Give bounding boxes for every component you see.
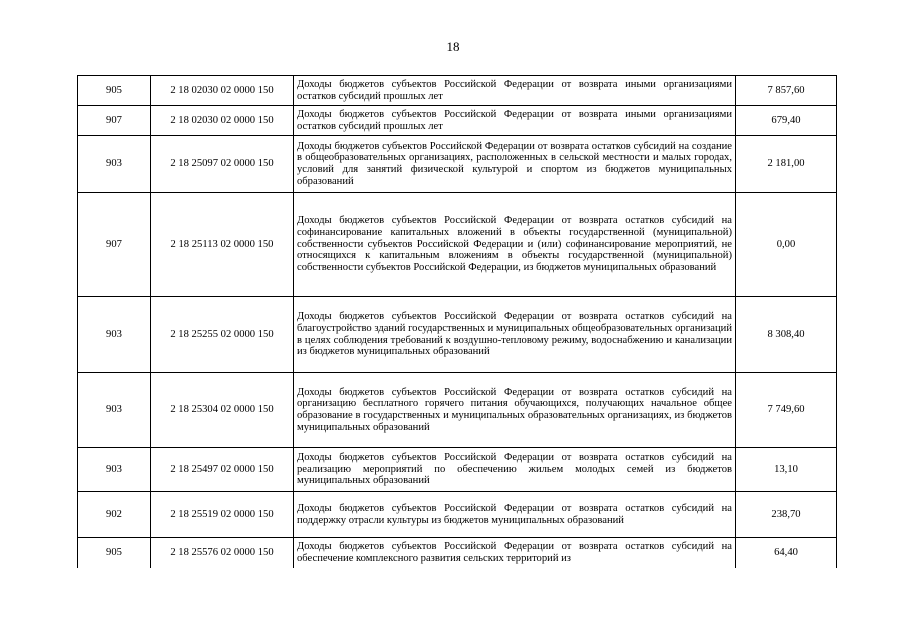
budget-code-cell: 2 18 25304 02 0000 150 [151,373,294,448]
description-cell: Доходы бюджетов субъектов Российской Федерации от возврата остатков субсидий на обеспечение комплексного развития сельских территорий из [294,538,736,568]
budget-code-cell: 2 18 25097 02 0000 150 [151,136,294,193]
table-row [78,373,837,448]
budget-code-cell: 2 18 25576 02 0000 150 [151,538,294,568]
amount-cell: 2 181,00 [736,136,837,193]
table-row [78,448,837,492]
admin-code-cell: 905 [78,538,151,568]
amount-cell: 679,40 [736,106,837,136]
description-cell: Доходы бюджетов субъектов Российской Федерации от возврата иными организациями остатков субсидий прошлых лет [294,76,736,106]
budget-code-cell: 2 18 25113 02 0000 150 [151,193,294,297]
amount-cell: 64,40 [736,538,837,568]
amount-cell: 7 857,60 [736,76,837,106]
admin-code-cell: 907 [78,106,151,136]
budget-code-cell: 2 18 25255 02 0000 150 [151,297,294,373]
description-cell: Доходы бюджетов субъектов Российской Федерации от возврата остатков субсидий на благоустройство зданий государственных и муниципальных общеобразовательных организаций в целях соблюдения требований к воздушно-тепловому режиму, водоснабжению и канализации из бюджетов муниципальных образований [294,297,736,373]
description-cell: Доходы бюджетов субъектов Российской Федерации от возврата иными организациями остатков субсидий прошлых лет [294,106,736,136]
table-row [78,106,837,136]
description-cell: Доходы бюджетов субъектов Российской Федерации от возврата остатков субсидий на поддержку отрасли культуры из бюджетов муниципальных образований [294,492,736,538]
page-number: 18 [446,39,460,54]
revenue-table-body [78,76,837,568]
budget-code-cell: 2 18 25519 02 0000 150 [151,492,294,538]
budget-code-cell: 2 18 02030 02 0000 150 [151,106,294,136]
budget-code-cell: 2 18 02030 02 0000 150 [151,76,294,106]
table-row [78,538,837,568]
amount-cell: 13,10 [736,448,837,492]
admin-code-cell: 902 [78,492,151,538]
budget-code-cell: 2 18 25497 02 0000 150 [151,448,294,492]
table-row [78,297,837,373]
admin-code-cell: 903 [78,448,151,492]
admin-code-cell: 903 [78,297,151,373]
table-row [78,492,837,538]
amount-cell: 0,00 [736,193,837,297]
table-row [78,76,837,106]
admin-code-cell: 903 [78,373,151,448]
description-cell: Доходы бюджетов субъектов Российской Федерации от возврата остатков субсидий на создание в общеобразовательных организациях, расположенных в сельской местности и малых городах, условий для занятий физической культурой и спортом из бюджетов муниципальных образований [294,136,736,193]
amount-cell: 238,70 [736,492,837,538]
admin-code-cell: 905 [78,76,151,106]
description-cell: Доходы бюджетов субъектов Российской Федерации от возврата остатков субсидий на софинансирование капитальных вложений в объекты государственной (муниципальной) собственности субъектов Российской Федерации и (или) софинансирование мероприятий, не относящихся к капитальным вложениям в объекты государственной (муниципальной) собственности субъектов Российской Федерации, из бюджетов муниципальных образований [294,193,736,297]
table-row [78,193,837,297]
description-cell: Доходы бюджетов субъектов Российской Федерации от возврата остатков субсидий на реализацию мероприятий по обеспечению жильем молодых семей из бюджетов муниципальных образований [294,448,736,492]
amount-cell: 7 749,60 [736,373,837,448]
table-row [78,136,837,193]
description-cell: Доходы бюджетов субъектов Российской Федерации от возврата остатков субсидий на организацию бесплатного горячего питания обучающихся, получающих начальное общее образование в государственных и муниципальных образовательных организациях, из бюджетов муниципальных образований [294,373,736,448]
revenue-table [77,75,837,568]
admin-code-cell: 907 [78,193,151,297]
amount-cell: 8 308,40 [736,297,837,373]
admin-code-cell: 903 [78,136,151,193]
